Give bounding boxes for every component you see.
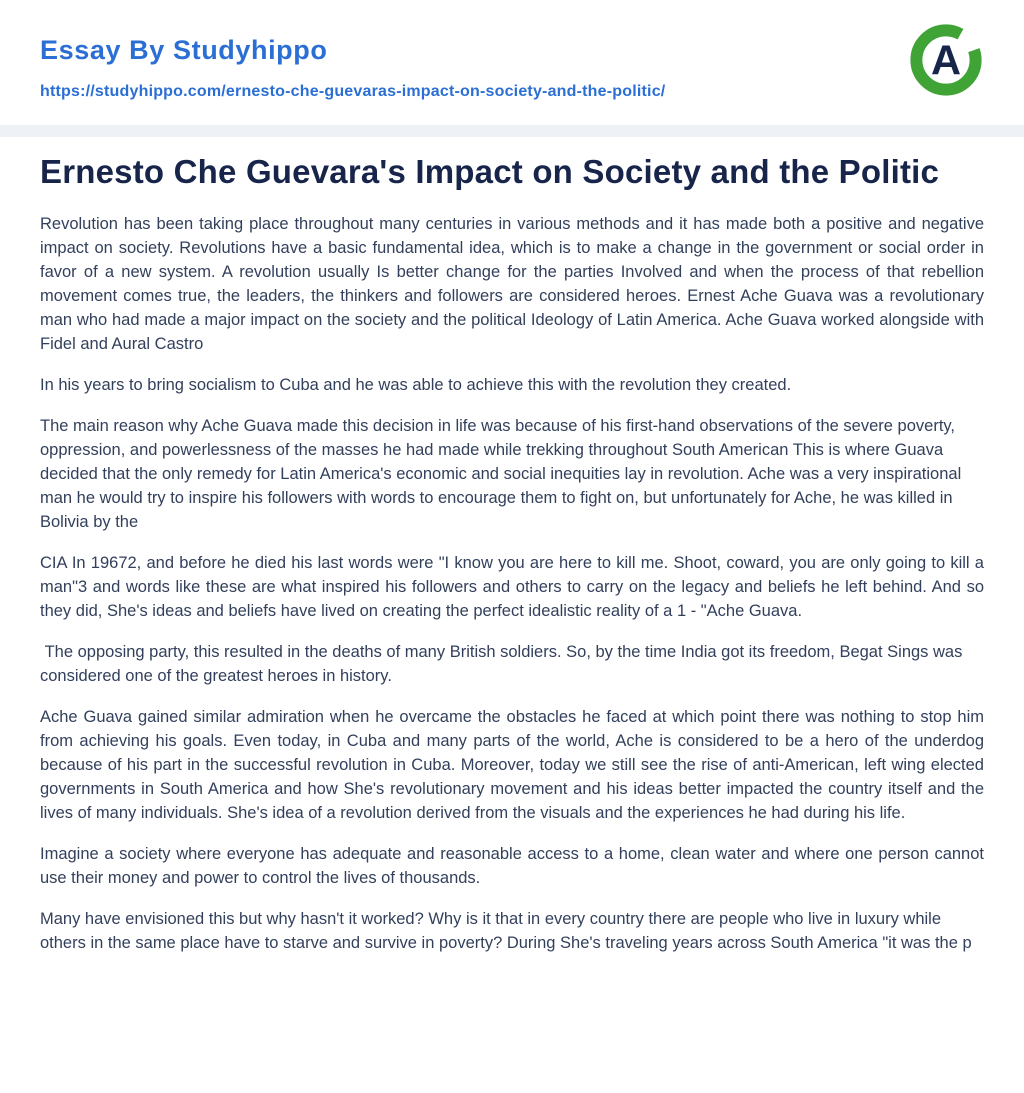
essay-paragraph: CIA In 19672, and before he died his last words were "I know you are here to kill me. Shoot, coward, you are only going to kill a man"3 and words like these are what inspired his followers and others to carry on the legacy and beliefs he left behind. And so they did, She's ideas and beliefs have lived on creating the perfect idealistic reality of a 1 - "Ache Guava. [40,553,989,620]
essay-source-link[interactable]: https://studyhippo.com/ernesto-che-guevaras-impact-on-society-and-the-politic/ [40,82,666,100]
essay-content [0,137,1024,1020]
essay-paragraph: The main reason why Ache Guava made this decision in life was because of his first-hand observations of the severe poverty, oppression, and powerlessness of the masses he had made while trekking throughout South American This is where Guava decided that the only remedy for Latin America's economic and social inequities lay in revolution. Ache was a very inspirational man he would try to inspire his followers with words to encourage them to fight on, but unfortunately for Ache, he was killed in Bolivia by the [40,416,966,531]
essay-paragraph: Many have envisioned this but why hasn't it worked? Why is it that in every country there are people who live in luxury while others in the same place have to starve and survive in poverty? During She's traveling years across South America "it was the p [40,909,972,952]
page-title: Ernesto Che Guevara's Impact on Society and the Politic [40,152,940,190]
essay-paragraph: In his years to bring socialism to Cuba and he was able to achieve this with the revolution they created. [40,375,792,394]
header-divider [0,125,1024,137]
site-title: Essay By Studyhippo [40,35,328,65]
studyhippo-logo-icon[interactable] [906,20,986,100]
essay-paragraph: The opposing party, this resulted in the deaths of many British soldiers. So, by the time India got its freedom, Begat Sings was considered one of the greatest heroes in history. [40,642,967,685]
essay-paragraph: Ache Guava gained similar admiration when he overcame the obstacles he faced at which point there was nothing to stop him from achieving his goals. Even today, in Cuba and many parts of the world, Ache is considered to be a hero of the underdog because of his part in the successful revolution in Cuba. Moreover, today we still see the rise of anti-American, left wing elected governments in South America and how She's revolutionary movement and his ideas better impacted the country itself and the lives of many individuals. She's idea of a revolution derived from the visuals and the experiences he had during his life. [40,707,989,822]
essay-paragraph: Imagine a society where everyone has adequate and reasonable access to a home, clean water and where one person cannot use their money and power to control the lives of thousands. [40,844,989,887]
essay-paragraph: Revolution has been taking place throughout many centuries in various methods and it has made both a positive and negative impact on society. Revolutions have a basic fundamental idea, which is to make a change in the government or social order in favor of a new system. A revolution usually Is better change for the parties Involved and when the process of that rebellion movement comes true, the leaders, the thinkers and followers are considered heroes. Ernest Ache Guava was a revolutionary man who had made a major impact on the society and the political Ideology of Latin America. Ache Guava worked alongside with Fidel and Aural Castro [40,214,989,353]
site-header [0,0,1024,125]
logo-letter: A [930,36,962,84]
